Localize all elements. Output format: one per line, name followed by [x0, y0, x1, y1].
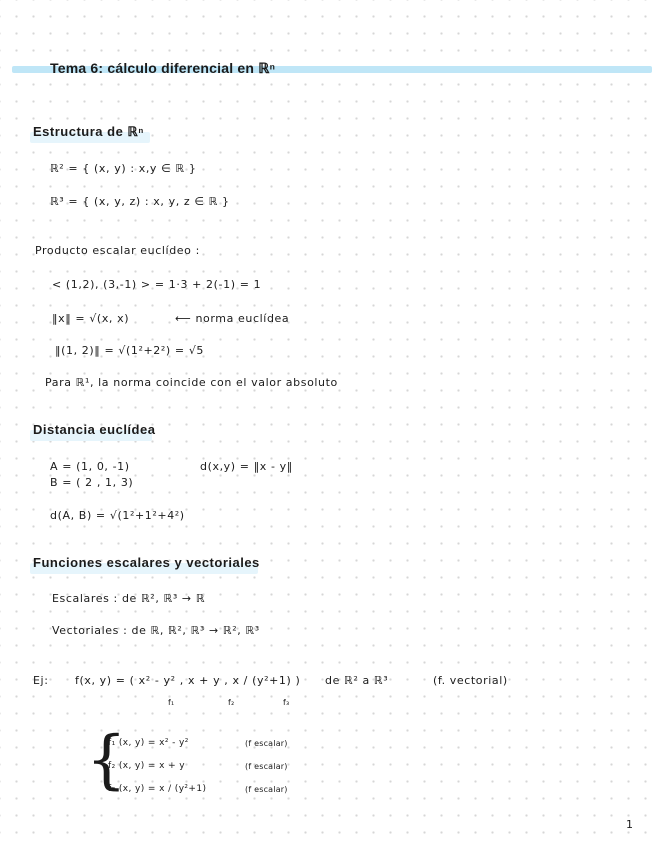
- example-domain: de ℝ² a ℝ³: [325, 674, 389, 687]
- r3-definition: ℝ³ = { (x, y, z) : x, y, z ∈ ℝ }: [50, 195, 230, 208]
- distance-formula: d(x,y) = ‖x - y‖: [200, 460, 293, 473]
- component-mark: f₂: [228, 698, 235, 707]
- distance-example: d(A, B) = √(1²+1²+4²): [50, 509, 185, 522]
- r2-definition: ℝ² = { (x, y) : x,y ∈ ℝ }: [50, 162, 197, 175]
- component-f1: f₁ (x, y) = x² - y²: [108, 738, 189, 748]
- escalares-definition: Escalares : de ℝ², ℝ³ → ℝ: [52, 592, 206, 605]
- heading-funciones: Funciones escalares y vectoriales: [33, 555, 260, 570]
- norm-example: ‖(1, 2)‖ = √(1²+2²) = √5: [55, 344, 205, 357]
- page-number: 1: [626, 818, 633, 831]
- r1-note: Para ℝ¹, la norma coincide con el valor absoluto: [45, 376, 338, 389]
- dot-product-example: < (1,2), (3,-1) > = 1·3 + 2(-1) = 1: [52, 278, 262, 291]
- heading-estructura: Estructura de ℝⁿ: [33, 124, 144, 139]
- component-mark: f₁: [168, 698, 175, 707]
- norm-definition: ‖x‖ = √(x, x): [52, 312, 130, 325]
- example-type: (f. vectorial): [433, 674, 508, 687]
- component-f2-type: (f escalar): [245, 762, 288, 771]
- point-b: B = ( 2 , 1, 3): [50, 476, 134, 489]
- vectoriales-definition: Vectoriales : de ℝ, ℝ², ℝ³ → ℝ², ℝ³: [52, 624, 260, 637]
- component-f3: f₃ (x, y) = x / (y²+1): [108, 784, 207, 794]
- heading-distancia: Distancia euclídea: [33, 422, 156, 437]
- example-function: f(x, y) = ( x² - y² , x + y , x / (y²+1) ): [75, 674, 301, 687]
- norm-note: ⟵ norma euclídea: [175, 312, 290, 325]
- heading-producto-escalar: Producto escalar euclídeo :: [35, 244, 200, 257]
- example-label: Ej:: [33, 674, 49, 687]
- component-f2: f₂ (x, y) = x + y: [108, 761, 186, 771]
- page-title: Tema 6: cálculo diferencial en ℝⁿ: [50, 60, 276, 76]
- system-brace: {: [86, 723, 127, 797]
- component-mark: f₃: [283, 698, 290, 707]
- component-f3-type: (f escalar): [245, 785, 288, 794]
- point-a: A = (1, 0, -1): [50, 460, 130, 473]
- component-f1-type: (f escalar): [245, 739, 288, 748]
